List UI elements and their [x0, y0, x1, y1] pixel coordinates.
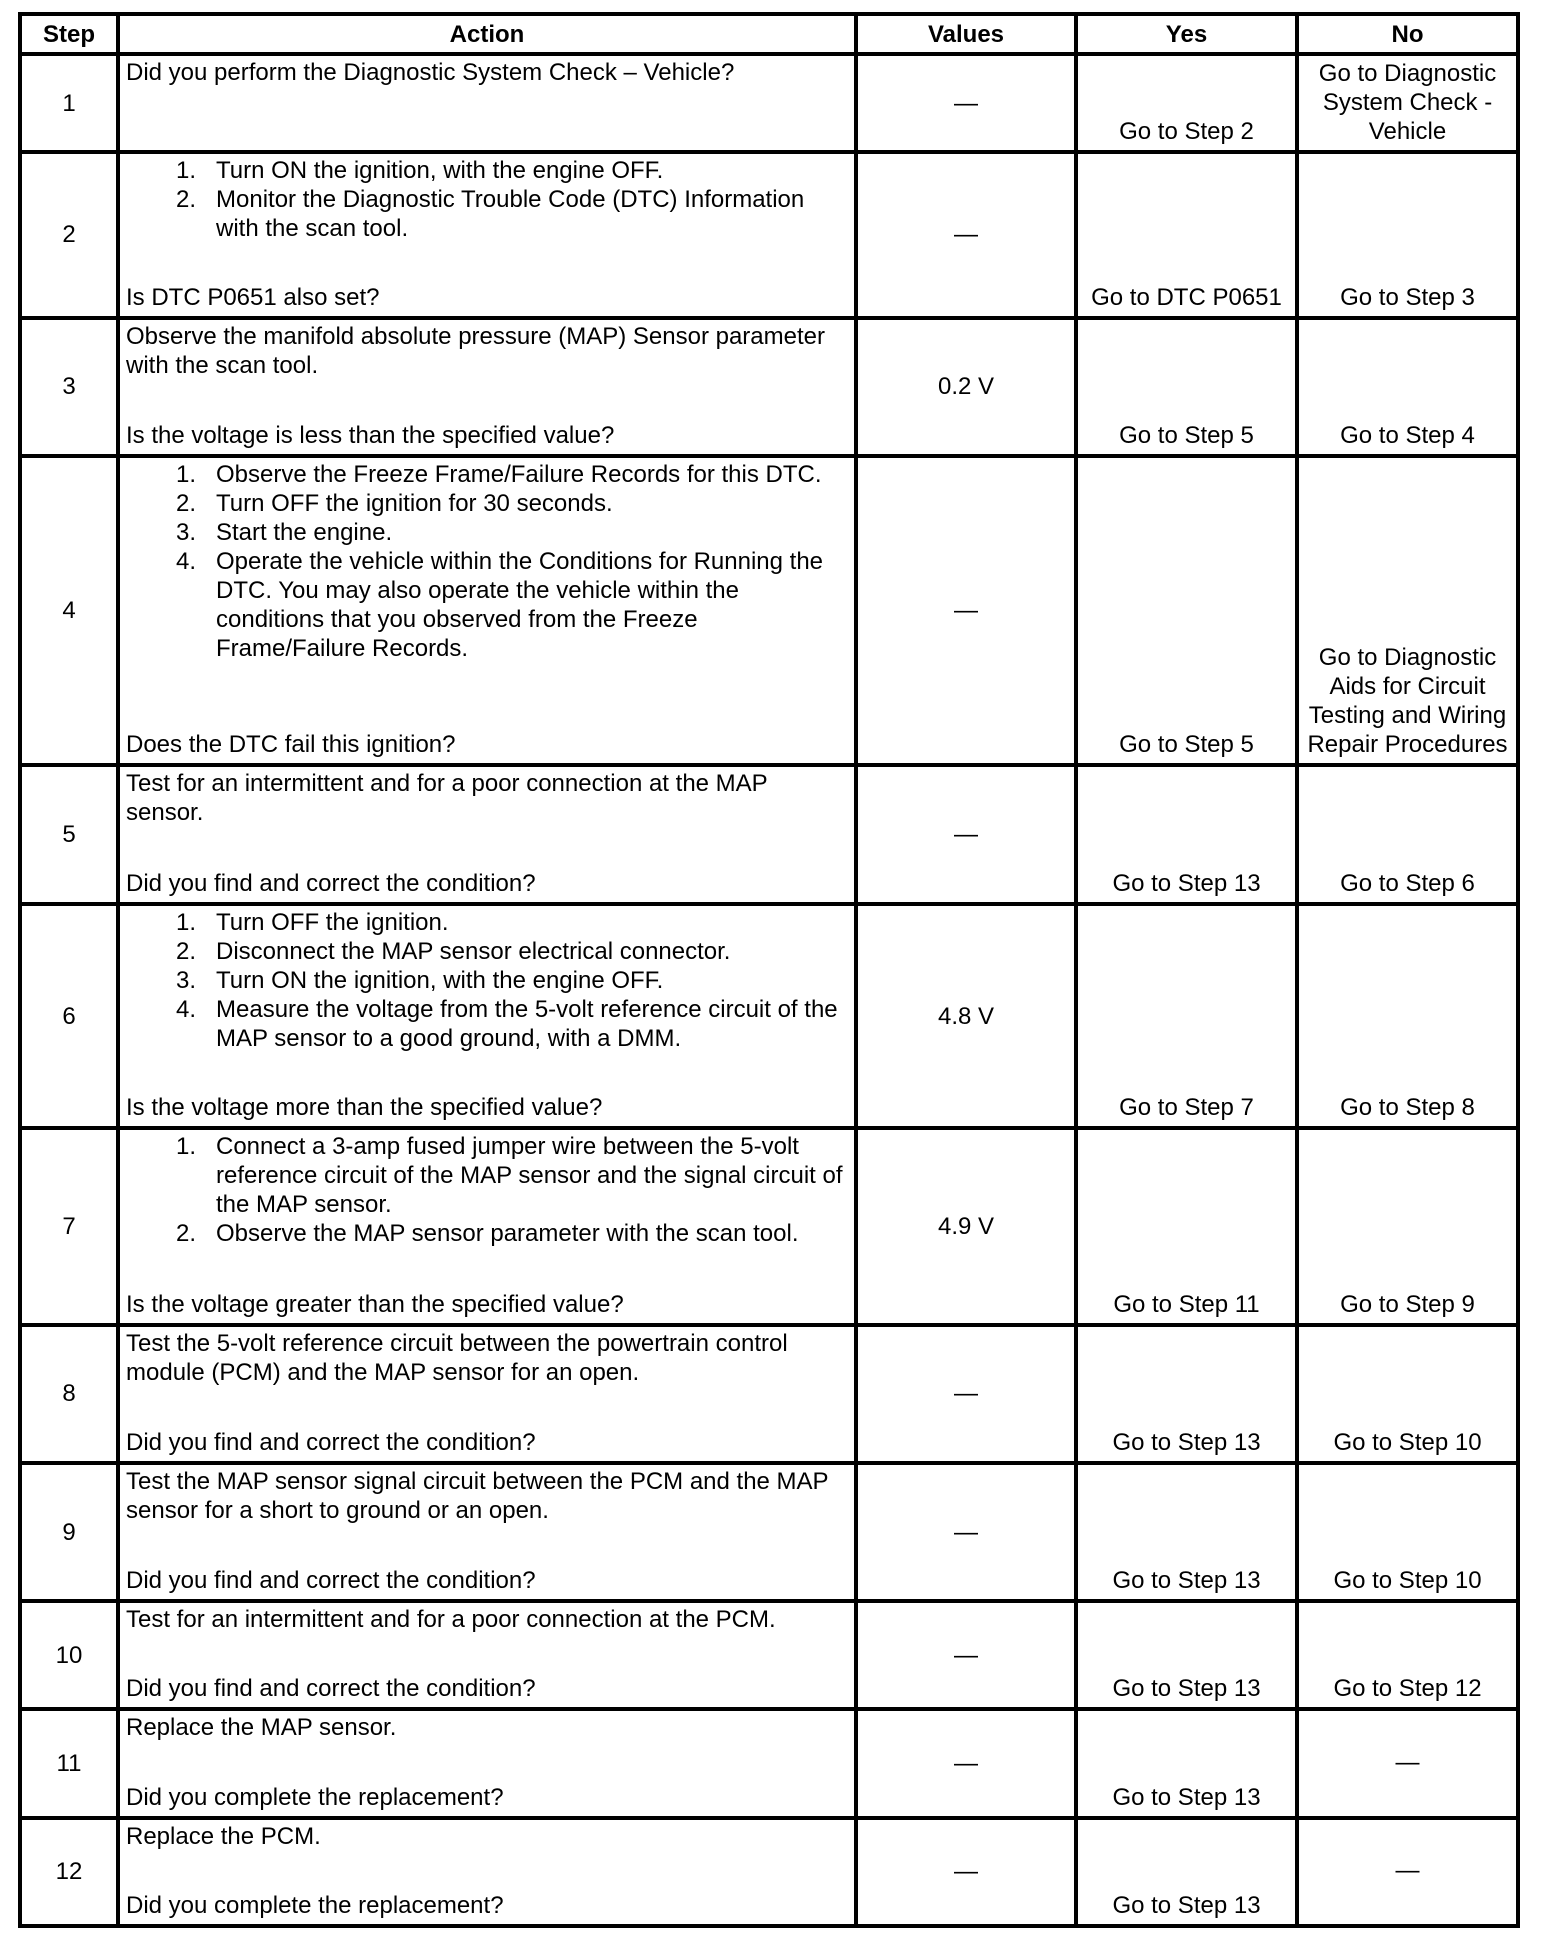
yes-cell: Go to Step 2	[1076, 54, 1297, 152]
action-step-text: Measure the voltage from the 5-volt reference circuit of the MAP sensor to a good ground, with a DMM.	[216, 995, 838, 1052]
yes-cell: Go to Step 13	[1076, 1601, 1297, 1709]
action-step-item	[126, 489, 848, 518]
no-cell: Go to Step 8	[1297, 904, 1518, 1128]
table-row	[20, 1325, 1518, 1463]
action-question: Is the voltage greater than the specified value?	[126, 1290, 624, 1318]
action-text: Test the 5-volt reference circuit between the powertrain control module (PCM) and the MAP sensor for an open.	[126, 1329, 788, 1386]
table-row	[20, 318, 1518, 456]
action-cell	[118, 765, 856, 903]
action-question: Does the DTC fail this ignition?	[126, 731, 456, 759]
action-step-number: 1.	[175, 460, 196, 488]
step-number: 8	[20, 1325, 118, 1463]
step-number: 12	[20, 1818, 118, 1926]
action-cell	[118, 1325, 856, 1463]
action-step-text: Turn ON the ignition, with the engine OFF.	[216, 966, 664, 994]
table-row	[20, 54, 1518, 152]
action-step-item	[126, 156, 848, 185]
yes-cell: Go to Step 13	[1076, 1325, 1297, 1463]
action-step-item	[126, 995, 848, 1053]
header-no: No	[1297, 14, 1518, 54]
action-cell	[118, 1709, 856, 1817]
header-step: Step	[20, 14, 118, 54]
action-step-number: 2.	[175, 489, 196, 517]
action-text: Observe the manifold absolute pressure (MAP) Sensor parameter with the scan tool.	[126, 322, 825, 379]
value-cell: 4.9 V	[856, 1128, 1076, 1324]
action-step-number: 1.	[175, 908, 196, 936]
no-cell: Go to Step 6	[1297, 765, 1518, 903]
action-step-item	[126, 518, 848, 547]
action-cell	[118, 1818, 856, 1926]
step-number: 6	[20, 904, 118, 1128]
yes-cell: Go to Step 13	[1076, 1818, 1297, 1926]
step-number: 5	[20, 765, 118, 903]
no-cell: Go to Step 4	[1297, 318, 1518, 456]
action-text: Test for an intermittent and for a poor connection at the MAP sensor.	[126, 770, 768, 827]
action-step-text: Monitor the Diagnostic Trouble Code (DTC) Information with the scan tool.	[216, 186, 805, 243]
no-cell: Go to Step 10	[1297, 1463, 1518, 1601]
action-step-number: 4.	[175, 995, 196, 1023]
no-cell: —	[1297, 1709, 1518, 1817]
action-cell	[118, 1128, 856, 1324]
action-cell	[118, 1463, 856, 1601]
action-step-number: 4.	[175, 547, 196, 575]
action-question: Did you complete the replacement?	[126, 1783, 504, 1811]
action-step-text: Turn ON the ignition, with the engine OFF.	[216, 157, 664, 185]
action-step-item	[126, 966, 848, 995]
table-body	[20, 54, 1518, 1926]
action-question: Is the voltage is less than the specified value?	[126, 421, 615, 449]
yes-cell: Go to Step 13	[1076, 1463, 1297, 1601]
yes-cell: Go to Step 11	[1076, 1128, 1297, 1324]
table-row	[20, 1128, 1518, 1324]
value-cell: 4.8 V	[856, 904, 1076, 1128]
action-step-text: Observe the MAP sensor parameter with the scan tool.	[216, 1220, 799, 1248]
table-row	[20, 1601, 1518, 1709]
action-steps-list	[126, 908, 848, 1053]
action-question: Did you find and correct the condition?	[126, 869, 536, 897]
table-row	[20, 765, 1518, 903]
no-cell: Go to Step 10	[1297, 1325, 1518, 1463]
value-cell: —	[856, 54, 1076, 152]
action-step-item	[126, 547, 848, 663]
step-number: 10	[20, 1601, 118, 1709]
yes-cell: Go to Step 5	[1076, 456, 1297, 766]
value-cell: —	[856, 1601, 1076, 1709]
action-question: Did you complete the replacement?	[126, 1892, 504, 1919]
value-cell: 0.2 V	[856, 318, 1076, 456]
yes-cell: Go to Step 13	[1076, 765, 1297, 903]
table-row	[20, 1818, 1518, 1926]
header-action: Action	[118, 14, 856, 54]
action-question: Is DTC P0651 also set?	[126, 283, 380, 311]
action-cell	[118, 152, 856, 317]
header-row	[20, 14, 1518, 54]
value-cell: —	[856, 152, 1076, 317]
action-text: Test the MAP sensor signal circuit between the PCM and the MAP sensor for a short to ground or an open.	[126, 1467, 829, 1524]
step-number: 1	[20, 54, 118, 152]
table-row	[20, 904, 1518, 1128]
action-step-item	[126, 1219, 848, 1248]
diagnostic-table	[18, 12, 1520, 1928]
value-cell: —	[856, 1325, 1076, 1463]
no-cell: Go to Step 3	[1297, 152, 1518, 317]
yes-cell: Go to DTC P0651	[1076, 152, 1297, 317]
action-steps-list	[126, 460, 848, 663]
no-cell: Go to Step 12	[1297, 1601, 1518, 1709]
action-step-item	[126, 1132, 848, 1219]
action-text: Test for an intermittent and for a poor connection at the PCM.	[126, 1606, 776, 1634]
action-text: Did you perform the Diagnostic System Check – Vehicle?	[126, 59, 735, 86]
step-number: 3	[20, 318, 118, 456]
action-step-number: 3.	[175, 966, 196, 994]
action-step-text: Operate the vehicle within the Conditions for Running the DTC. You may also operate the vehicle within the conditions that you observed from the Freeze Frame/Failure Records.	[216, 547, 824, 662]
value-cell: —	[856, 765, 1076, 903]
step-number: 11	[20, 1709, 118, 1817]
table-row	[20, 1709, 1518, 1817]
no-cell: —	[1297, 1818, 1518, 1926]
action-question: Did you find and correct the condition?	[126, 1675, 536, 1703]
action-step-number: 1.	[175, 1133, 196, 1161]
no-cell: Go to Diagnostic System Check - Vehicle	[1297, 54, 1518, 152]
action-step-number: 2.	[175, 186, 196, 214]
action-cell	[118, 54, 856, 152]
action-step-number: 3.	[175, 518, 196, 546]
action-step-item	[126, 908, 848, 937]
action-step-text: Start the engine.	[216, 518, 393, 546]
yes-cell: Go to Step 7	[1076, 904, 1297, 1128]
action-cell	[118, 456, 856, 766]
step-number: 2	[20, 152, 118, 317]
step-number: 9	[20, 1463, 118, 1601]
action-step-item	[126, 185, 848, 243]
action-question: Did you find and correct the condition?	[126, 1428, 536, 1456]
value-cell: —	[856, 1463, 1076, 1601]
table-row	[20, 152, 1518, 317]
action-text: Replace the MAP sensor.	[126, 1714, 397, 1742]
yes-cell: Go to Step 13	[1076, 1709, 1297, 1817]
action-text: Replace the PCM.	[126, 1822, 321, 1850]
action-step-item	[126, 937, 848, 966]
action-question: Is the voltage more than the specified value?	[126, 1094, 603, 1122]
no-cell: Go to Diagnostic Aids for Circuit Testing and Wiring Repair Procedures	[1297, 456, 1518, 766]
action-step-text: Turn OFF the ignition.	[216, 908, 449, 936]
no-cell: Go to Step 9	[1297, 1128, 1518, 1324]
action-cell	[118, 318, 856, 456]
action-step-number: 2.	[175, 1220, 196, 1248]
action-step-number: 1.	[175, 157, 196, 185]
action-steps-list	[126, 1132, 848, 1248]
table-row	[20, 456, 1518, 766]
action-steps-list	[126, 156, 848, 243]
value-cell: —	[856, 1709, 1076, 1817]
action-step-text: Turn OFF the ignition for 30 seconds.	[216, 489, 613, 517]
action-step-text: Observe the Freeze Frame/Failure Records for this DTC.	[216, 460, 822, 488]
yes-cell: Go to Step 5	[1076, 318, 1297, 456]
step-number: 7	[20, 1128, 118, 1324]
header-values: Values	[856, 14, 1076, 54]
action-step-text: Disconnect the MAP sensor electrical connector.	[216, 937, 731, 965]
action-step-text: Connect a 3-amp fused jumper wire between the 5-volt reference circuit of the MAP sensor and the signal circuit of the MAP sensor.	[216, 1133, 843, 1219]
action-step-item	[126, 460, 848, 489]
action-question: Did you find and correct the condition?	[126, 1567, 536, 1595]
table-row	[20, 1463, 1518, 1601]
header-yes: Yes	[1076, 14, 1297, 54]
action-cell	[118, 904, 856, 1128]
action-cell	[118, 1601, 856, 1709]
step-number: 4	[20, 456, 118, 766]
value-cell: —	[856, 1818, 1076, 1926]
action-step-number: 2.	[175, 937, 196, 965]
value-cell: —	[856, 456, 1076, 766]
